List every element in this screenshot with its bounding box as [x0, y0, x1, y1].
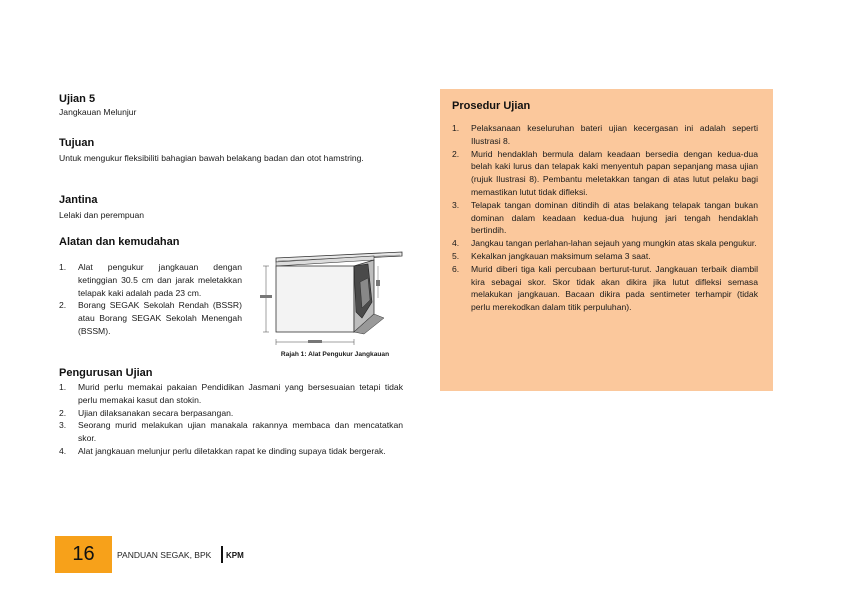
- list-item-number: 5.: [452, 250, 460, 261]
- list-item: [59, 419, 403, 445]
- jantina-text: Lelaki dan perempuan: [59, 210, 145, 220]
- list-item-text: Alat pengukur jangkauan dengan ketinggian 30.5 cm dan jarak meletakkan telapak kaki adalah pada 23 cm.: [78, 262, 242, 298]
- list-item-number: 4.: [452, 238, 460, 249]
- section-tujuan: [59, 137, 403, 164]
- alatan-list: [59, 261, 242, 338]
- list-item-number: 1.: [452, 123, 460, 133]
- list-item-text: Ujian dilaksanakan secara berpasangan.: [78, 407, 234, 418]
- list-item: [452, 199, 758, 237]
- procedure-heading: Prosedur Ujian: [452, 100, 531, 112]
- list-item: [452, 148, 758, 199]
- sit-and-reach-box-illustration: [256, 242, 410, 360]
- list-item: [452, 122, 758, 148]
- procedure-list: [452, 122, 758, 314]
- list-item: [59, 381, 403, 407]
- footer-brand: KPM: [226, 551, 244, 560]
- pengurusan-heading: Pengurusan Ujian: [59, 367, 153, 379]
- list-item-text: Alat jangkauan melunjur perlu diletakkan rapat ke dinding supaya tidak bergerak.: [78, 445, 386, 456]
- test-name: Jangkauan Melunjur: [59, 107, 137, 117]
- list-item-text: Kekalkan jangkauan maksimum selama 3 saat.: [471, 250, 651, 261]
- tujuan-heading: Tujuan: [59, 137, 95, 149]
- tujuan-text: Untuk mengukur fleksibiliti bahagian bawah belakang badan dan otot hamstring.: [59, 153, 364, 163]
- jantina-heading: Jantina: [59, 194, 98, 206]
- page-number: 16: [72, 543, 95, 565]
- list-item: [59, 261, 242, 299]
- list-item-text: Pelaksanaan keseluruhan bateri ujian kecergasan ini adalah seperti Ilustrasi 8.: [471, 123, 758, 146]
- list-item: [59, 445, 403, 458]
- list-item-text: Borang SEGAK Sekolah Rendah (BSSR) atau Borang SEGAK Sekolah Menengah (BSSM).: [78, 300, 242, 336]
- list-item-number: 2.: [59, 407, 67, 418]
- alatan-heading: Alatan dan kemudahan: [59, 236, 180, 248]
- page-number-badge: [55, 536, 112, 573]
- section-pengurusan: [59, 367, 403, 380]
- list-item-number: 6.: [452, 263, 460, 274]
- footer-text: PANDUAN SEGAK, BPK: [117, 550, 212, 560]
- list-item: [452, 237, 758, 250]
- list-item: [59, 407, 403, 420]
- list-item-number: 4.: [59, 445, 67, 456]
- list-item-text: Telapak tangan dominan ditindih di atas belakang telapak tangan bukan dominan dalam keadaan kedua-dua hujung jari tengah hendaklah bertindih.: [471, 199, 758, 236]
- list-item-number: 2.: [452, 148, 460, 159]
- pengurusan-list: [59, 381, 403, 458]
- list-item-text: Seorang murid melakukan ujian manakala rakannya membaca dan mencatatkan skor.: [78, 420, 403, 444]
- footer-divider: [221, 546, 223, 563]
- list-item-number: 2.: [59, 300, 67, 311]
- list-item-number: 3.: [452, 199, 460, 210]
- list-item-number: 1.: [59, 262, 67, 272]
- list-item-number: 1.: [59, 382, 67, 392]
- list-item: [452, 250, 758, 263]
- list-item: [59, 299, 242, 337]
- figure-caption: Rajah 1: Alat Pengukur Jangkauan: [280, 351, 390, 358]
- list-item-text: Murid diberi tiga kali percubaan berturut-turut. Jangkauan terbaik diambil kira sebagai skor. Skor tidak akan dikira jika lutut difleksi semasa melakukan jangkauan. Bacaan dikira pada sentimeter terhampir (tidak perlu merekodkan dalam titik perpuluhan).: [471, 263, 758, 313]
- list-item-text: Murid hendaklah bermula dalam keadaan bersedia dengan kedua-dua belah kaki lurus dan telapak kaki menyentuh papan sepanjang masa ujian (rujuk Ilustrasi 8). Pembantu meletakkan tangan di atas lutut pelaku bagi memastikan lutut tidak difleksi.: [471, 148, 758, 197]
- list-item-text: Murid perlu memakai pakaian Pendidikan Jasmani yang bersesuaian tetapi tidak perlu memakai kasut dan stokin.: [78, 382, 403, 405]
- list-item: [452, 263, 758, 314]
- list-item-text: Jangkau tangan perlahan-lahan sejauh yang mungkin atas skala pengukur.: [471, 238, 757, 249]
- test-header: [59, 93, 403, 118]
- list-item-number: 3.: [59, 420, 67, 431]
- section-jantina: [59, 194, 403, 221]
- test-heading: Ujian 5: [59, 93, 96, 105]
